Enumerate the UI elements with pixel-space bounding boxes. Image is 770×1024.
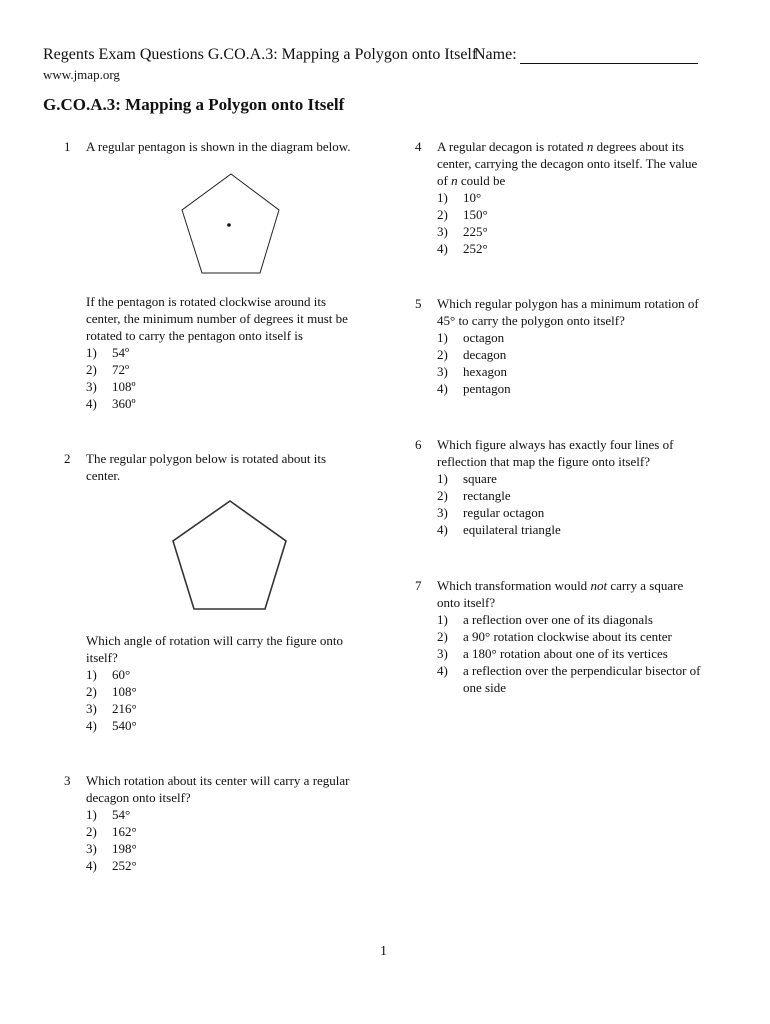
option-4[interactable]: 4) 252° — [437, 241, 488, 256]
question-number: 2 — [64, 451, 71, 466]
option-2[interactable]: 2) 162° — [86, 824, 137, 839]
option-2[interactable]: 2) 72º — [86, 362, 130, 377]
option-1[interactable]: 1) 60° — [86, 667, 131, 682]
question-stem: A regular decagon is rotated n degrees about its center, carrying the decagon onto itself. The value of n could be — [437, 139, 698, 188]
question-4 — [415, 138, 735, 263]
question-number: 4 — [415, 139, 422, 154]
question-1 — [64, 138, 384, 418]
option-2[interactable]: 2) a 90° rotation clockwise about its center — [437, 629, 672, 644]
option-4[interactable]: 4) 252° — [86, 858, 137, 873]
option-1[interactable]: 1) 54° — [86, 807, 131, 822]
option-4[interactable]: 4) equilateral triangle — [437, 522, 561, 537]
pentagon-shape — [182, 174, 279, 273]
question-number: 3 — [64, 773, 71, 788]
name-blank-line — [520, 63, 698, 64]
option-3[interactable]: 3) a 180° rotation about one of its vertices — [437, 646, 668, 661]
question-number: 1 — [64, 139, 71, 154]
question-number: 6 — [415, 437, 422, 452]
answer-options — [86, 806, 137, 874]
option-4[interactable]: 4) 540° — [86, 718, 137, 733]
section-title: G.CO.A.3: Mapping a Polygon onto Itself — [43, 95, 345, 114]
question-6 — [415, 436, 735, 546]
answer-options — [437, 611, 701, 696]
option-3[interactable]: 3) 216° — [86, 701, 137, 716]
option-3[interactable]: 3) hexagon — [437, 364, 508, 379]
page-number: 1 — [380, 944, 387, 959]
option-3[interactable]: 3) regular octagon — [437, 505, 545, 520]
source-url: www.jmap.org — [43, 67, 120, 82]
option-2[interactable]: 2) rectangle — [437, 488, 511, 503]
question-stem: The regular polygon below is rotated about its center. — [86, 451, 327, 483]
pentagon-with-center-diagram — [176, 170, 286, 278]
question-stem: Which regular polygon has a minimum rotation of 45° to carry the polygon onto itself? — [437, 296, 699, 328]
answer-options — [86, 666, 137, 734]
option-4[interactable]: 4) a reflection over the perpendicular bisector of — [437, 663, 701, 678]
document-header-title: Regents Exam Questions G.CO.A.3: Mapping a Polygon onto Itself — [43, 46, 478, 63]
pentagon-center-point — [227, 223, 231, 227]
option-2[interactable]: 2) 150° — [437, 207, 488, 222]
question-2 — [64, 450, 384, 740]
option-1[interactable]: 1) 10° — [437, 190, 482, 205]
question-text-continued: If the pentagon is rotated clockwise around its center, the minimum number of degrees it must be rotated to carry the pentagon onto itself is — [86, 294, 348, 343]
question-7 — [415, 577, 755, 707]
option-1[interactable]: 1) 54º — [86, 345, 130, 360]
option-2[interactable]: 2) 108° — [86, 684, 137, 699]
option-3[interactable]: 3) 108º — [86, 379, 136, 394]
question-stem: Which figure always has exactly four lines of reflection that map the figure onto itself? — [437, 437, 674, 469]
answer-options — [437, 189, 488, 257]
option-2[interactable]: 2) decagon — [437, 347, 507, 362]
option-1[interactable]: 1) square — [437, 471, 497, 486]
name-label: Name: — [474, 46, 517, 63]
option-4[interactable]: 4) pentagon — [437, 381, 511, 396]
question-text-continued: Which angle of rotation will carry the figure onto itself? — [86, 633, 344, 665]
question-stem: A regular pentagon is shown in the diagram below. — [86, 139, 351, 154]
question-number: 7 — [415, 578, 422, 593]
answer-options — [86, 344, 136, 412]
option-3[interactable]: 3) 225° — [437, 224, 488, 239]
option-1[interactable]: 1) a reflection over one of its diagonals — [437, 612, 653, 627]
question-stem: Which rotation about its center will carry a regular decagon onto itself? — [86, 773, 350, 805]
question-3 — [64, 772, 384, 882]
option-4-continued: one side — [463, 680, 506, 695]
question-stem: Which transformation would not carry a square onto itself? — [437, 578, 684, 610]
pentagon-shape — [173, 501, 286, 609]
question-number: 5 — [415, 296, 422, 311]
option-4[interactable]: 4) 360º — [86, 396, 136, 411]
answer-options — [437, 329, 511, 397]
question-5 — [415, 295, 735, 405]
option-3[interactable]: 3) 198° — [86, 841, 137, 856]
answer-options — [437, 470, 561, 538]
regular-pentagon-diagram — [170, 498, 290, 614]
option-1[interactable]: 1) octagon — [437, 330, 505, 345]
